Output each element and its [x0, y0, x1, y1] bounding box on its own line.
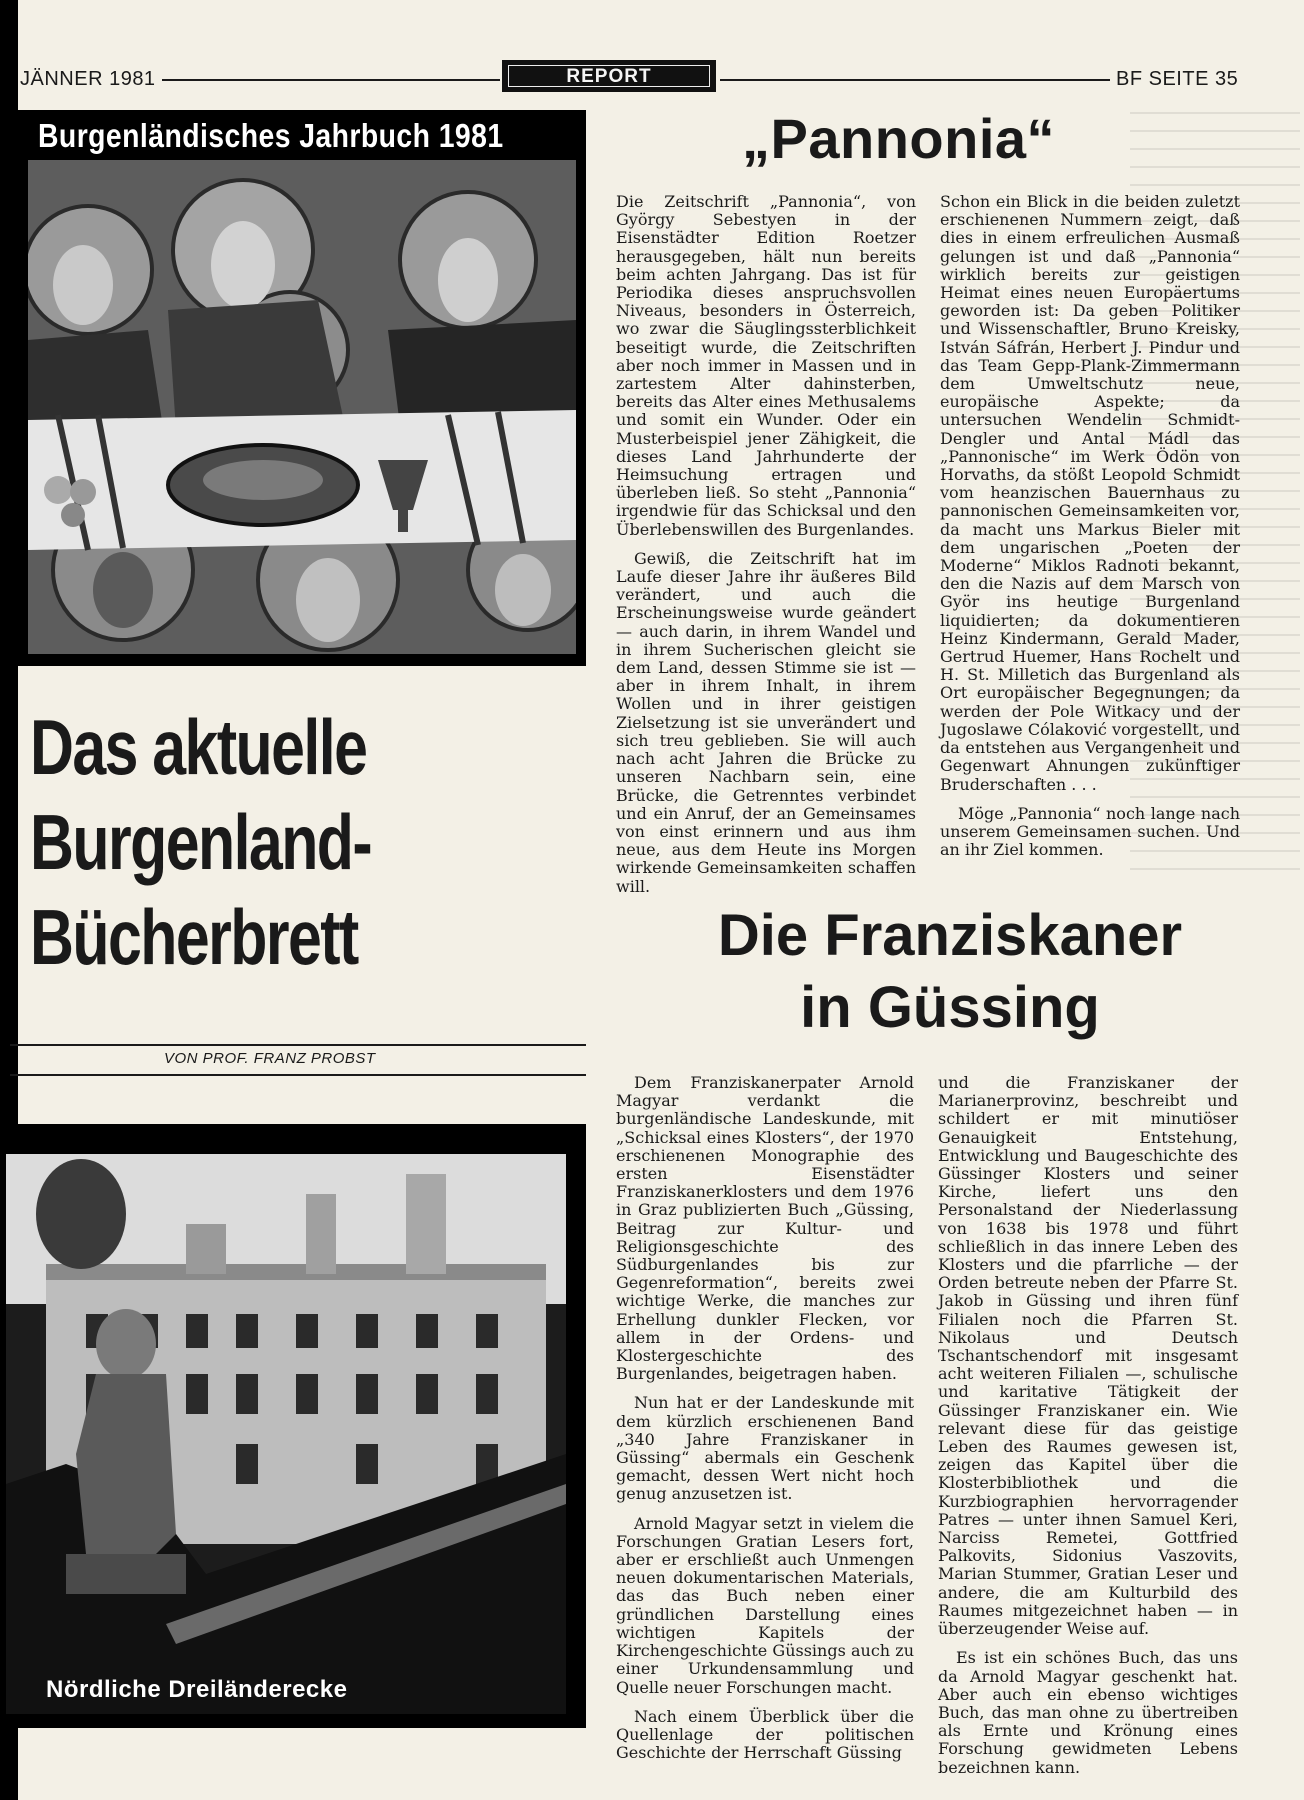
paragraph: Die Zeitschrift „Pannonia“, von György Sebestyen in der Eisenstädter Edition Roetzer herausgegeben, hält nun bereits beim achten Jahrgang. Das ist für Periodika dieses anspruchsvollen Niveaus, besonders in Österreich, wo zwar die Säuglingssterblichkeit beseitigt wurde, die Zeitschriften aber noch immer in Massen und in zartestem Alter dahinsterben, bereits das Alter eines Methusalems und somit ein Wunder. Oder ein Musterbeispiel jener Zähigkeit, die dieses Land Jahrhunderte der Heimsuchung ertragen und überleben ließ. So steht „Pannonia“ irgendwie für das Schicksal und den Überlebenswillen des Burgenlandes. — [616, 192, 916, 539]
headline-line: in Güssing — [800, 975, 1100, 1040]
pannonia-column-2 — [940, 193, 1240, 870]
section-label: REPORT — [508, 65, 710, 87]
byline-rule-bottom — [10, 1074, 586, 1076]
paragraph: Nach einem Überblick über die Quellenlage der politischen Geschichte der Herrschaft Güssing — [616, 1706, 914, 1763]
headline-line: Das aktuelle — [30, 703, 367, 791]
paragraph: Nun hat er der Landeskunde mit dem kürzlich erschienenen Band „340 Jahre Franziskaner in Güssing“ abermals ein Geschenk gemacht, dessen Wert nicht hoch genug anzusetzen ist. — [616, 1393, 914, 1504]
pannonia-column-1 — [616, 193, 916, 907]
section-badge — [502, 60, 716, 92]
photo-caption: Nördliche Dreiländerecke — [46, 1676, 348, 1703]
paragraph: Es ist ein schönes Buch, das uns da Arnold Magyar geschenkt hat. Aber auch ein ebenso wichtiges Buch, das man ohne zu übertreiben als Ernte und Krönung eines Forschung gewidmeten Lebens bezeichnen kann. — [938, 1648, 1238, 1777]
franziskaner-column-1 — [616, 1074, 914, 1773]
headline-line: Die Franziskaner — [717, 903, 1183, 968]
paragraph: Dem Franziskanerpater Arnold Magyar verdankt die burgenländische Landeskunde, mit „Schicksal eines Klosters“, der 1970 erschienenen Monographie des ersten Eisenstädter Franziskanerklosters und dem 1976 in Graz publizierten Buch „Güssing, Beitrag zur Kultur- und Religionsgeschichte des Südburgenlandes bis zur Gegenreformation“, bereits zwei wichtige Werke, die manches zur Erhellung dunkler Flecken, vor allem in der Ordens- und Klostergeschichte des Burgenlandes, beigetragen haben. — [616, 1073, 914, 1384]
franziskaner-column-2 — [938, 1074, 1238, 1788]
last-supper-image — [28, 160, 576, 654]
headline-line: Bücherbrett — [30, 893, 358, 981]
paragraph: Gewiß, die Zeitschrift hat im Laufe dieser Jahre ihr äußeres Bild verändert, und auch die Erscheinungsweise wurde geändert — auch darin, in ihrem Wandel und in ihrem Sucherischen gleicht sie dem Land, dessen Stimme sie ist — aber in ihrem Inhalt, in ihrem Wollen und in ihrer geistigen Zielsetzung ist sie unverändert und sich treu geblieben. Sie will auch nach acht Jahren die Brücke zu unseren Nachbarn sein, eine Brücke, die Getrenntes verbindet und ein Anruf, der an Gemeinsames von einst erinnern und aus ihm neue, aus dem Heute ins Morgen wirkende Gemeinsamkeiten schaffen will. — [616, 548, 916, 896]
header-rule-right — [720, 79, 1110, 81]
byline: VON PROF. FRANZ PROBST — [164, 1050, 376, 1067]
main-headline — [30, 700, 467, 985]
header-rule-left — [162, 79, 500, 81]
byline-rule-top — [10, 1044, 586, 1046]
paragraph: Möge „Pannonia“ noch lange nach unserem Gemeinsamen suchen. Und an ihr Ziel kommen. — [940, 803, 1240, 860]
pannonia-headline: „Pannonia“ — [742, 107, 1056, 170]
paragraph: und die Franziskaner der Marianerprovinz, beschreibt und schildert er mit minutiöser Genauigkeit Entstehung, Entwicklung und Baugeschichte des Güssinger Klosters und seiner Kirche, liefert uns den Personalstand der Niederlassung von 1638 bis 1978 und führt schließlich in das innere Leben des Klosters und die pfarrliche — der Orden betreute neben der Pfarre St. Jakob in Güssing und ihren fünf Filialen noch die Pfarren St. Nikolaus und Deutsch Tschantschendorf mit insgesamt acht weiteren Filialen —, schulische und karitative Tätigkeit der Güssinger Franziskaner ein. Wie relevant diese für das geistige Leben des Raumes gewesen ist, zeigen das Kapitel über die Klosterbibliothek und die Kurzbiographien hervorragender Patres — unter ihnen Samuel Keri, Narciss Remetei, Gottfried Palkovits, Sidonius Vaszovits, Marian Stummer, Gratian Leser und andere, die am Kulturbild des Raumes mitgezeichnet haben — in überzeugender Weise auf. — [938, 1073, 1238, 1639]
dreilaendereck-photo — [6, 1124, 586, 1728]
jahrbuch-photo-title: Burgenländisches Jahrbuch 1981 — [38, 117, 504, 154]
paragraph: Schon ein Blick in die beiden zuletzt erschienenen Nummern zeigt, daß dies in einem erfreulichen Ausmaß gelungen ist und daß „Pannonia“ wirklich bereits zur geistigen Heimat eines neuen Europäertums geworden ist: Da geben Politiker und Wissenschaftler, Bruno Kreisky, István Sáfrán, Herbert J. Pindur und das Team Gepp-Plank-Zimmermann dem Umweltschutz neue, europäische Aspekte; da untersuchen Wendelin Schmidt-Dengler und Antal Mádl das „Pannonische“ im Werk Ödön von Horvaths, da stößt Leopold Schmidt vom heanzischen Bauernhaus zu pannonischen Gemeinsamkeiten vor, da macht uns Markus Bieler mit dem ungarischen „Poeten der Moderne“ Miklos Radnoti bekannt, den die Nazis auf dem Marsch von Györ ins heutige Burgenland liquidierten; da dokumentieren Heinz Kindermann, Gerald Mader, Gertrud Huemer, Hans Rochelt und H. St. Milletich das Burgenland als Ort europäischer Begegnungen; da werden der Pole Witkacy und der Jugoslawe Cólaković vorgestellt, und da entstehen aus Vergangenheit und Gegenwart Ahnungen zukünftiger Bruderschaften . . . — [940, 192, 1240, 794]
jahrbuch-photo — [18, 110, 586, 666]
header-page-number: BF SEITE 35 — [1116, 68, 1239, 90]
header-date: JÄNNER 1981 — [20, 68, 156, 90]
paragraph: Arnold Magyar setzt in vielem die Forschungen Gratian Lesers fort, aber er erschließt auch Unmengen neuen dokumentarischen Materials, das das Buch neben einer gründlichen Darstellung eines wichtigen Kapitels der Kirchengeschichte Güssings auch zu einer Urkundensammlung und Quelle neuer Forschungen macht. — [616, 1513, 914, 1697]
palace-image — [6, 1154, 566, 1714]
franziskaner-headline — [600, 900, 1300, 1044]
last-supper-illustration — [28, 160, 576, 654]
palace-illustration — [6, 1154, 566, 1714]
headline-line: Burgenland- — [30, 798, 372, 886]
